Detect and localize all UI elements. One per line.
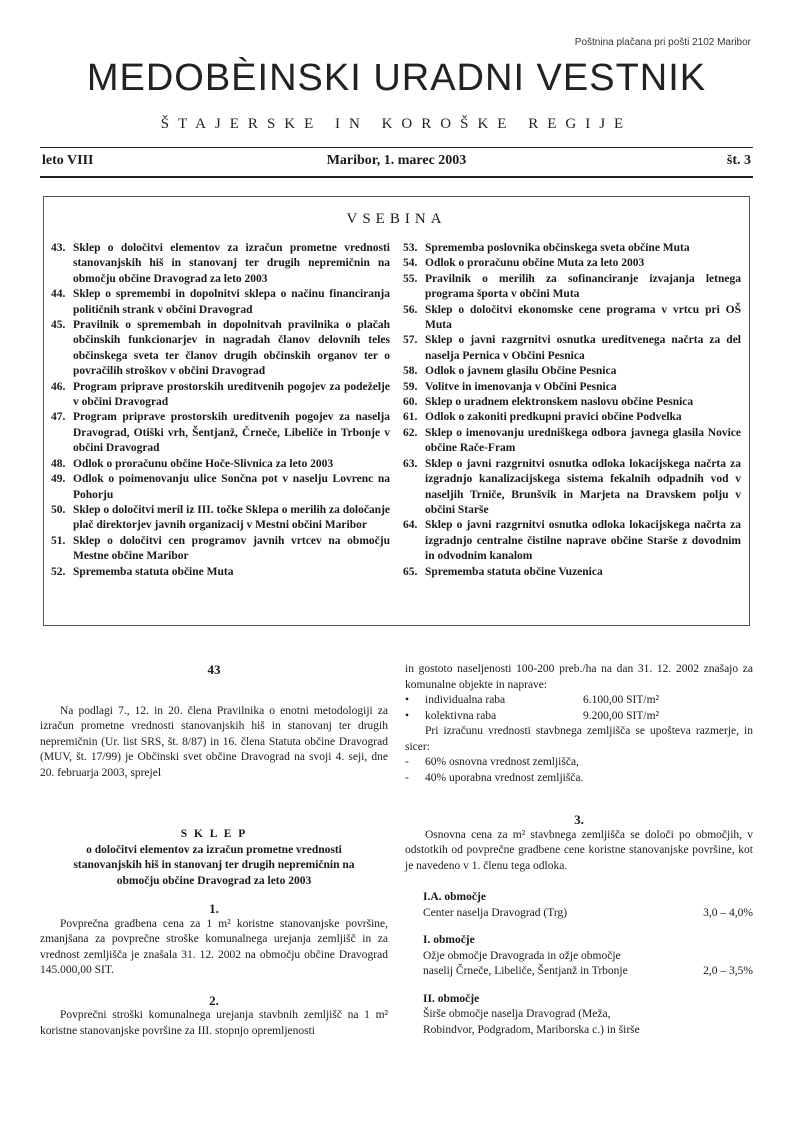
toc-entry-text: Sprememba poslovnika občinskega sveta občine Muta [425, 242, 690, 254]
section-3-text: Osnovna cena za m² stavbnega zemljišča se določi po območjih, v odstotkih od povprečne gradbene cene koristne stanovanjske površine, kot je navedeno v 1. členu tega odloka. [405, 828, 753, 872]
toc-entry-number: 58. [403, 365, 418, 378]
toc-entry-number: 54. [403, 257, 418, 270]
sklep-title: S K L E P [180, 828, 248, 840]
toc-entry [403, 333, 741, 364]
toc-entry [51, 503, 390, 534]
toc-entry [403, 518, 741, 564]
toc-entry [403, 241, 741, 256]
toc-entry-number: 55. [403, 272, 418, 285]
toc-entry-number: 53. [403, 242, 418, 254]
toc-entry-number: 45. [51, 319, 66, 332]
section-3-number: 3. [574, 812, 584, 827]
toc-entry [51, 318, 390, 380]
zone-description: naselij Črneče, Libeliče, Šentjanž in Trbonje [423, 965, 628, 977]
toc-entry-number: 64. [403, 519, 418, 532]
zone-line [423, 964, 753, 980]
toc-entry [51, 287, 390, 318]
zone-description: Center naselja Dravograd (Trg) [423, 906, 568, 919]
toc-entry [403, 426, 741, 457]
toc-entry-number: 48. [51, 457, 66, 470]
zone-line [423, 906, 753, 922]
toc-entry-number: 46. [51, 380, 66, 393]
zone-percentage: 3,0 – 4,0% [703, 906, 753, 919]
issue-info-bar [40, 153, 753, 173]
toc-entry [51, 565, 390, 580]
list-item [405, 693, 753, 709]
article-preamble: Na podlagi 7., 12. in 20. člena Pravilnika o enotni metodologiji za izračun prometne vrednosti stanovanjskih hiš in stanovanj ter drugih nepremičnin (Ur. list SRS, št. 8/87) in 16. člena Statuta občine Dravograd (MUV, št. 17/99) je Občinski svet občine Dravograd na svoji 4. seji, dne 20. februarja 2003, sprejel [40, 704, 388, 779]
masthead-title: MEDOBÈINSKI URADNI VESTNIK [86, 57, 707, 99]
toc-entry-text: Sprememba statuta občine Muta [73, 565, 234, 578]
bullet-value: 6.100,00 SIT/m² [583, 694, 659, 706]
list-item [405, 709, 753, 725]
toc-entry-number: 56. [403, 303, 418, 316]
zone-block [423, 933, 753, 980]
toc-entry [403, 410, 741, 425]
toc-entry [51, 241, 390, 287]
body-column-left [40, 662, 388, 1039]
bullet-label: kolektivna raba [425, 709, 497, 722]
section-2-ratio-intro: Pri izračunu vrednosti stavbnega zemljišča se upošteva razmerje, in sicer: [405, 725, 753, 753]
list-item [405, 771, 753, 787]
toc-entry-text: Volitve in imenovanja v Občini Pesnica [425, 380, 617, 393]
toc-entry [51, 534, 390, 565]
toc-entry-number: 52. [51, 565, 66, 578]
toc-entry-number: 61. [403, 411, 418, 424]
section-2-text: Povprečni stroški komunalnega urejanja stavbnih zemljišč na 1 m² koristne stanovanjske površine za III. stopnjo opremljenosti [40, 1009, 388, 1037]
toc-entry-number: 65. [403, 565, 418, 578]
issue-year: leto VIII [42, 153, 94, 168]
toc-entry [51, 472, 390, 503]
toc-entry-number: 59. [403, 380, 418, 393]
toc-entry-number: 63. [403, 457, 418, 470]
toc-entry [403, 565, 741, 580]
toc-entry-number: 60. [403, 396, 418, 409]
ratio-text: 60% osnovna vrednost zemljišča, [425, 756, 579, 768]
toc-entry-text: Odlok o javnem glasilu Občine Pesnica [425, 365, 617, 378]
toc-entry-text: Odlok o zakoniti predkupni pravici občine Podvelka [425, 411, 682, 424]
toc-entry-text: Sklep o spremembi in dopolnitvi sklepa o načinu financiranja političnih strank v občini Dravograd [73, 288, 390, 316]
zone-description: Širše območje naselja Dravograd (Meža, [423, 1008, 611, 1020]
dash-mark: - [405, 771, 409, 784]
toc-entry [403, 272, 741, 303]
toc-entry-text: Sklep o javni razgrnitvi osnutka ureditvenega načrta za del naselja Pernica v Občini Pesnica [425, 334, 741, 362]
toc-entry-text: Odlok o proračunu občine Hoče-Slivnica za leto 2003 [73, 457, 334, 470]
issue-date: Maribor, 1. marec 2003 [326, 153, 467, 168]
postage-note: Poštnina plačana pri pošti 2102 Maribor [574, 37, 751, 48]
toc-entry-text: Pravilnik o merilih za sofinanciranje izvajanja letnega programa športa v občini Muta [425, 272, 741, 301]
toc-entry-text: Program priprave prostorskih ureditvenih pogojev za podeželje v občini Dravograd [73, 380, 390, 409]
section-2-number: 2. [209, 992, 219, 1008]
section-1-number: 1. [209, 901, 219, 916]
toc-entry-text: Sklep o določitvi ekonomske cene programa v vrtcu pri OŠ Muta [425, 303, 741, 332]
toc-title: VSEBINA [346, 211, 447, 227]
zone-block [423, 890, 753, 921]
price-list [405, 693, 753, 724]
list-item [405, 755, 753, 771]
zone-title: I.A. območje [423, 891, 486, 903]
bullet-mark: • [405, 694, 410, 706]
toc-column-right [403, 241, 741, 580]
toc-entry-number: 57. [403, 334, 418, 347]
toc-entry-text: Odlok o poimenovanju ulice Sončna pot v naselju Lovrenc na Pohorju [73, 473, 390, 501]
toc-column-left [51, 241, 390, 580]
toc-entry-text: Sklep o javni razgrnitvi osnutka odloka lokacijskega načrta za izgradnjo kanalizacijskega sistema fekalnih odpadnih vod v naseljih Trniče, Brunšvik in Marjeta na Dravskem polju v občini Starše [425, 457, 741, 516]
toc-entry-text: Sklep o določitvi cen programov javnih vrtcev na območju Mestne občine Maribor [73, 534, 390, 563]
zone-title: II. območje [423, 992, 480, 1005]
dash-mark: - [405, 756, 409, 768]
toc-entry [403, 457, 741, 519]
zone-description: Robindvor, Podgradom, Mariborska c.) in širše [423, 1023, 640, 1036]
toc-entry-text: Sklep o določitvi elementov za izračun prometne vrednosti stanovanjskih hiš in stanovanj ter drugih nepremičnin na območju občine Dravograd za leto 2003 [73, 242, 390, 285]
toc-entry [51, 380, 390, 411]
zone-title: I. območje [423, 934, 475, 946]
header-rule-top [40, 147, 753, 148]
toc-entry-text: Sprememba statuta občine Vuzenica [425, 565, 603, 578]
section-1-text: Povprečna gradbena cena za 1 m² koristne stanovanjske površine, zmanjšana za povprečne stroške komunalnega urejanja zemljišč in za vrednost zemljišča je znašala 31. 12. 2002 na območju občine Dravograd 145.000,00 SIT. [40, 917, 388, 976]
zone-block [423, 992, 753, 1039]
ratio-text: 40% uporabna vrednost zemljišča. [425, 771, 584, 784]
toc-entry-text: Program priprave prostorskih ureditvenih pogojev za naselja Dravograd, Otiški vrh, Šentjanž, Črneče, Libeliče in Trbonje v občini Dravograd [73, 411, 390, 455]
toc-entry-text: Sklep o določitvi meril iz III. točke Sklepa o merilih za določanje plač direktorjev javnih organizacij v Mestni občini Maribor [73, 503, 390, 532]
toc-entry [403, 303, 741, 334]
body-column-right [405, 662, 753, 1038]
toc-entry-number: 51. [51, 534, 66, 547]
header-rule-bottom [40, 176, 753, 178]
section-2-continuation: in gostoto naseljenosti 100-200 preb./ha na dan 31. 12. 2002 znašajo za komunalne objekte in naprave: [405, 663, 753, 691]
article-number: 43 [207, 662, 221, 677]
toc-entry [403, 380, 741, 395]
toc-entry [51, 457, 390, 472]
masthead-subtitle: ŠTAJERSKE IN KOROŠKE REGIJE [160, 116, 633, 132]
toc-entry-number: 47. [51, 411, 66, 424]
bullet-value: 9.200,00 SIT/m² [583, 709, 659, 722]
toc-entry-text: Sklep o imenovanju uredniškega odbora javnega glasila Novice občine Rače-Fram [425, 426, 741, 455]
toc-entry-number: 44. [51, 288, 66, 301]
zone-percentage: 2,0 – 3,5% [703, 965, 753, 977]
toc-entry-text: Sklep o uradnem elektronskem naslovu občine Pesnica [425, 396, 694, 409]
toc-entry [51, 410, 390, 456]
table-of-contents [43, 196, 750, 626]
toc-entry-text: Sklep o javni razgrnitvi osnutka odloka lokacijskega načrta za izgradnjo centralne čistilne naprave občine Starše z dovodnim in odvodnim kanalom [425, 519, 741, 563]
bullet-mark: • [405, 709, 410, 722]
toc-entry-number: 43. [51, 242, 66, 254]
toc-entry [403, 256, 741, 271]
toc-entry [403, 364, 741, 379]
toc-entry-number: 49. [51, 473, 66, 486]
zone-description: Ožje območje Dravograda in ožje območje [423, 949, 621, 962]
toc-entry-text: Pravilnik o spremembah in dopolnitvah pravilnika o plačah občinskih funkcionarjev in nagradah članov delovnih teles občinskega sveta ter članov drugih občinskih organov ter o povračilih stroškov v občini Dravograd [73, 319, 390, 378]
toc-entry [403, 395, 741, 410]
sklep-subtitle: o določitvi elementov za izračun prometne vrednosti stanovanjskih hiš in stanovanj ter drugih nepremičnin na območju občine Dravograd za leto 2003 [73, 843, 355, 887]
toc-entry-text: Odlok o proračunu občine Muta za leto 2003 [425, 257, 645, 270]
issue-number: št. 3 [726, 153, 751, 168]
bullet-label: individualna raba [425, 694, 506, 706]
toc-entry-number: 62. [403, 426, 418, 439]
toc-entry-number: 50. [51, 503, 66, 516]
